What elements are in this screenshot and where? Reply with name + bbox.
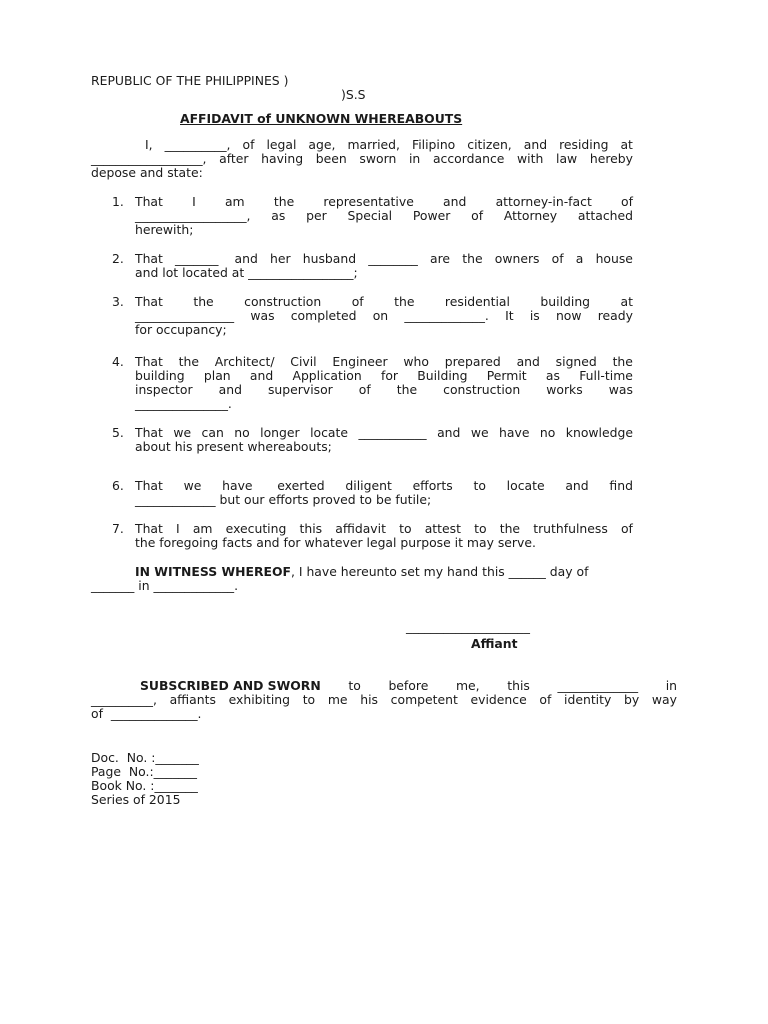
word: and — [437, 425, 461, 440]
word: are — [430, 251, 451, 266]
word: the — [178, 354, 199, 369]
word: we — [183, 478, 202, 493]
word: owners — [494, 251, 540, 266]
word: Full-time — [579, 368, 633, 383]
word: been — [315, 151, 347, 166]
witness-bold: IN WITNESS WHEREOF — [135, 564, 291, 579]
word: have — [499, 425, 530, 440]
word: signed — [555, 354, 597, 369]
word: works — [546, 382, 583, 397]
word: representative — [323, 194, 414, 209]
word: and — [249, 368, 274, 383]
word: legal — [266, 137, 297, 152]
document-title: AFFIDAVIT of UNKNOWN WHEREABOUTS — [180, 111, 463, 126]
word: locate — [506, 478, 545, 493]
word: truthfulness — [533, 521, 608, 536]
word: Special — [347, 208, 393, 223]
word: I, — [145, 137, 153, 152]
word: ___________ — [358, 425, 427, 440]
word: citizen, — [467, 137, 512, 152]
word: to — [399, 521, 412, 536]
word: plan — [203, 368, 231, 383]
word: before — [388, 678, 429, 693]
word: prepared — [444, 354, 501, 369]
word: to — [348, 678, 361, 693]
word: at — [620, 137, 633, 152]
republic-caption: REPUBLIC OF THE PHILIPPINES ) — [91, 73, 289, 88]
word: and — [230, 251, 258, 266]
word: knowledge — [565, 425, 633, 440]
word: to — [474, 521, 487, 536]
word: am — [192, 521, 213, 536]
series: Series of 2015 — [91, 792, 181, 807]
word: exhibiting — [228, 692, 290, 707]
word: Engineer — [332, 354, 388, 369]
word: and — [516, 354, 540, 369]
word: sworn — [359, 151, 397, 166]
ss-caption: )S.S — [341, 87, 366, 102]
word: construction — [443, 382, 521, 397]
word: ________________ — [135, 308, 235, 323]
word: locate — [310, 425, 348, 440]
word: married, — [347, 137, 400, 152]
word: the — [499, 521, 521, 536]
word: attorney-in-fact — [495, 194, 592, 209]
word: SUBSCRIBED AND SWORN — [140, 678, 321, 693]
word: for — [380, 368, 398, 383]
word: affidavit — [335, 521, 386, 536]
word: a — [575, 251, 584, 266]
item-number: 4. — [112, 354, 124, 369]
word: exerted — [273, 478, 325, 493]
word: we — [173, 425, 192, 440]
word: no — [234, 425, 250, 440]
word: I — [176, 521, 180, 536]
word: It — [505, 308, 514, 323]
item-line-last: herewith; — [135, 222, 194, 237]
word: am — [224, 194, 245, 209]
word: way — [651, 692, 677, 707]
word: Permit — [486, 368, 527, 383]
word: of — [358, 382, 371, 397]
word: __________, — [91, 692, 157, 707]
word: building — [135, 368, 185, 383]
word: of — [621, 194, 633, 209]
word: hereby — [589, 151, 633, 166]
word: supervisor — [267, 382, 333, 397]
word: after — [219, 151, 249, 166]
word: as — [271, 208, 286, 223]
witness-rest: , I have hereunto set my hand this ______ day of — [290, 564, 589, 579]
word: age, — [308, 137, 336, 152]
word: executing — [225, 521, 287, 536]
word: husband — [302, 251, 357, 266]
word: construction — [244, 294, 322, 309]
word: residing — [559, 137, 609, 152]
subscribed-line-3: of ______________. — [91, 706, 202, 721]
word: find — [609, 478, 633, 493]
word: I — [192, 194, 196, 209]
word: who — [403, 354, 429, 369]
word: was — [250, 308, 275, 323]
word: by — [624, 692, 640, 707]
word: efforts — [412, 478, 453, 493]
word: attached — [577, 208, 633, 223]
word: _______ — [175, 251, 219, 266]
item-number: 5. — [112, 425, 124, 440]
word: now — [555, 308, 582, 323]
item-line-last: the foregoing facts and for whatever legal purpose it may serve. — [135, 535, 536, 550]
word: can — [201, 425, 224, 440]
item-line — [135, 209, 633, 223]
word: inspector — [135, 382, 193, 397]
word: completed — [290, 308, 357, 323]
word: we — [470, 425, 489, 440]
word: no — [539, 425, 556, 440]
word: competent — [390, 692, 458, 707]
word: Building — [417, 368, 468, 383]
word: That — [135, 425, 163, 440]
word: That — [135, 521, 163, 536]
word: ready — [597, 308, 633, 323]
word: and — [443, 194, 467, 209]
item-line-last: _____________ but our efforts proved to be futile; — [135, 492, 432, 507]
word: of — [620, 521, 633, 536]
word: Filipino — [411, 137, 456, 152]
word: of — [242, 137, 255, 152]
word: Application — [292, 368, 362, 383]
item-number: 6. — [112, 478, 124, 493]
book-number: Book No. :_______ — [91, 778, 198, 793]
word: That — [135, 478, 163, 493]
item-line-last: and lot located at _________________; — [135, 265, 358, 280]
item-number: 1. — [112, 194, 124, 209]
item-number: 2. — [112, 251, 124, 266]
word: accordance — [432, 151, 505, 166]
word: this — [299, 521, 323, 536]
word: That — [135, 251, 163, 266]
word: building — [540, 294, 591, 309]
affiant-label: Affiant — [471, 636, 518, 651]
word: evidence — [470, 692, 527, 707]
word: having — [261, 151, 304, 166]
affiant-signature-line: ____________________ — [406, 619, 530, 634]
word: That — [135, 294, 163, 309]
item-line-last: about his present whereabouts; — [135, 439, 332, 454]
word: the — [193, 294, 214, 309]
word: house — [595, 251, 633, 266]
word: in — [665, 678, 677, 693]
word: __________, — [164, 137, 231, 152]
word: longer — [260, 425, 300, 440]
word: to — [473, 478, 486, 493]
word: of — [539, 692, 552, 707]
word: as — [545, 368, 560, 383]
word: law — [556, 151, 578, 166]
word: per — [306, 208, 327, 223]
witness-line-2: _______ in _____________. — [91, 578, 239, 593]
word: the — [273, 194, 295, 209]
word: me — [327, 692, 348, 707]
word: of — [351, 294, 364, 309]
word: identity — [564, 692, 612, 707]
word: Civil — [290, 354, 317, 369]
word: his — [360, 692, 378, 707]
item-line-last: for occupancy; — [135, 322, 227, 337]
word: in — [408, 151, 421, 166]
word: at — [620, 294, 633, 309]
word: That — [135, 354, 163, 369]
word: was — [608, 382, 633, 397]
word: _____________ — [557, 678, 639, 693]
word: me, — [455, 678, 480, 693]
word: affiants — [169, 692, 216, 707]
item-number: 7. — [112, 521, 124, 536]
word: the — [462, 251, 483, 266]
word: with — [517, 151, 544, 166]
word: have — [222, 478, 253, 493]
word: __________________, — [91, 151, 207, 166]
word: this — [507, 678, 530, 693]
word: and — [565, 478, 589, 493]
word: _____________. — [404, 308, 489, 323]
word: residential — [444, 294, 510, 309]
word: __________________, — [135, 208, 251, 223]
word: ________ — [368, 251, 418, 266]
word: her — [270, 251, 291, 266]
word: and — [218, 382, 242, 397]
word: the — [396, 382, 418, 397]
word: of — [471, 208, 484, 223]
item-number: 3. — [112, 294, 124, 309]
word: That — [135, 194, 163, 209]
word: diligent — [345, 478, 392, 493]
word: of — [551, 251, 564, 266]
word: and — [523, 137, 548, 152]
word: attest — [424, 521, 461, 536]
page-number: Page No.:_______ — [91, 764, 197, 779]
word: the — [612, 354, 633, 369]
item-line-last: _______________. — [135, 396, 232, 411]
word: Attorney — [503, 208, 558, 223]
word: Power — [412, 208, 451, 223]
word: on — [372, 308, 389, 323]
word: to — [302, 692, 316, 707]
intro-line-3: depose and state: — [91, 165, 203, 180]
word: is — [529, 308, 540, 323]
word: Architect/ — [214, 354, 275, 369]
word: the — [394, 294, 415, 309]
doc-number: Doc. No. :_______ — [91, 750, 199, 765]
